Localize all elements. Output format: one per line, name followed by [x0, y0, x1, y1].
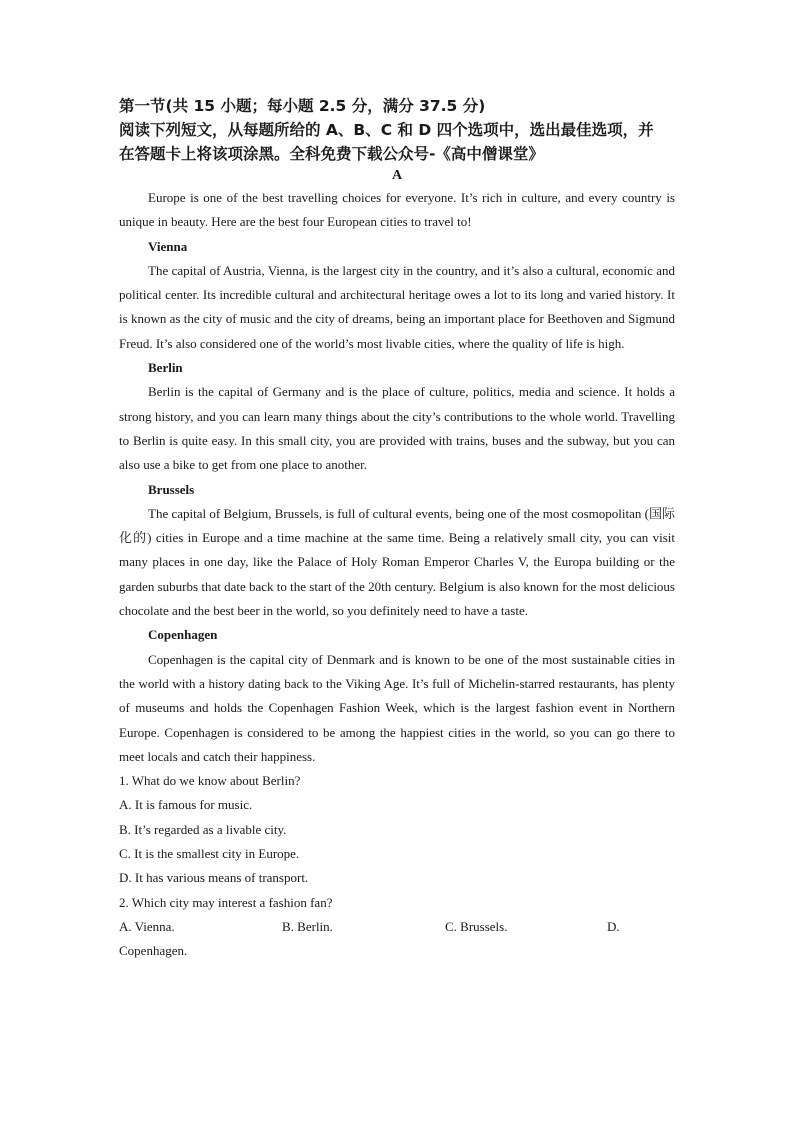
question-2-stem: 2. Which city may interest a fashion fan? — [119, 894, 333, 910]
city-heading-brussels: Brussels — [148, 481, 195, 497]
question-2-option-d-continued: Copenhagen. — [119, 943, 188, 959]
passage-label: A — [391, 168, 403, 183]
city-text-vienna: The capital of Austria, Vienna, is the largest city in the country, and it’s also a cultural, economic and political center. Its incredible cultural and architectural heritage owes a lot to its long and varied history. It is known as the city of music and the city of dreams, being an important place for Beethoven and Sigmund Freud. It’s also considered one of the world’s most livable cities, where the quality of life is high. — [119, 262, 675, 351]
city-text-copenhagen: Copenhagen is the capital city of Denmark and is known to be one of the most sustainable cities in the world with a history dating back to the Viking Age. It’s full of Michelin-starred restaurants, has plenty of museums and holds the Copenhagen Fashion Week, which is the largest fashion event in Northern Europe. Copenhagen is considered to be among the happiest cities in the world, so you can go there to meet locals and catch their happiness. — [119, 651, 675, 764]
city-heading-copenhagen: Copenhagen — [148, 627, 218, 643]
question-1-option-d: D. It has various means of transport. — [119, 870, 309, 886]
city-heading-vienna: Vienna — [148, 238, 188, 254]
section-heading: 第一节(共 15 小题；每小题 2.5 分，满分 37.5 分) — [119, 97, 486, 115]
question-2-option-d: D. — [607, 918, 620, 934]
city-text-berlin: Berlin is the capital of Germany and is the place of culture, politics, media and science. It holds a strong history, and you can learn many things about the city’s contributions to the whole world. Travelling to Berlin is quite easy. In this small city, you are provided with trains, buses and the subway, but you can also use a bike to get from one place to another. — [119, 384, 675, 473]
document-page — [119, 94, 675, 964]
passage-intro: Europe is one of the best travelling choices for everyone. It’s rich in culture, and every country is unique in beauty. Here are the best four European cities to travel to! — [119, 190, 675, 230]
question-2-option-c: C. Brussels. — [445, 918, 508, 934]
question-1-option-c: C. It is the smallest city in Europe. — [119, 846, 300, 862]
question-1-option-a: A. It is famous for music. — [119, 797, 253, 813]
question-2-options — [119, 915, 675, 939]
instructions-line-1: 阅读下列短文，从每题所给的 A、B、C 和 D 四个选项中，选出最佳选项，并 — [119, 121, 654, 139]
question-1-stem: 1. What do we know about Berlin? — [119, 773, 301, 789]
question-1-option-b: B. It’s regarded as a livable city. — [119, 821, 287, 837]
city-heading-berlin: Berlin — [148, 360, 183, 376]
city-text-brussels: The capital of Belgium, Brussels, is full of cultural events, being one of the most cosmopolitan (国际化的) cities in Europe and a time machine at the same time. Being a relatively small city, you can visit many places in one day, like the Palace of Holy Roman Emperor Charles V, the Europa building or the garden suburbs that date back to the start of the 20th century. Belgium is also known for the most delicious chocolate and the best beer in the world, so you definitely need to have a taste. — [119, 505, 675, 619]
instructions-line-2: 在答题卡上将该项涂黑。全科免费下载公众号-《高中僧课堂》 — [119, 145, 544, 163]
question-2-option-a: A. Vienna. — [119, 918, 175, 934]
question-2-option-b: B. Berlin. — [282, 918, 333, 934]
